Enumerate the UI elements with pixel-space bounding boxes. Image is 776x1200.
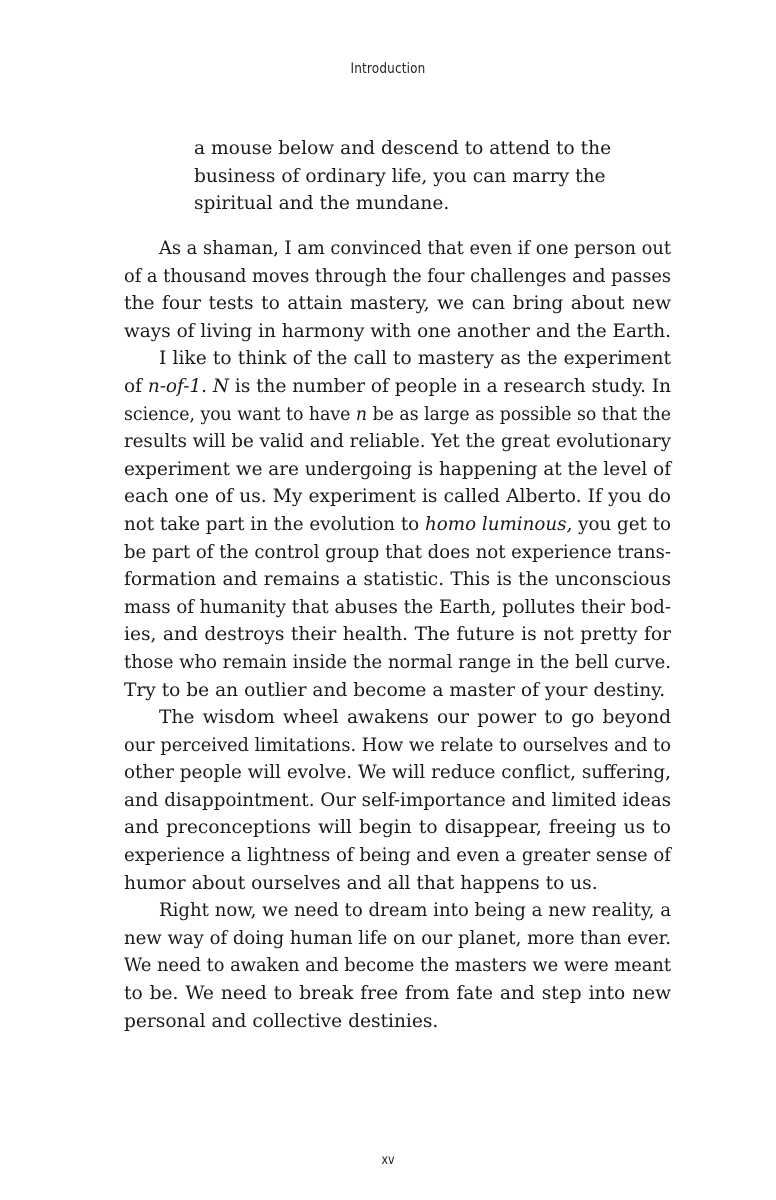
text-line: those who remain inside the normal range in the bell curve. — [124, 651, 671, 673]
quote-line: business of ordinary life, you can marry the — [194, 165, 606, 187]
text-line: I like to think of the call to mastery as the experiment — [159, 348, 671, 370]
italic-term: n — [355, 403, 368, 425]
text-run: not take part in the evolution to — [124, 513, 425, 535]
text-line: As a shaman, I am convinced that even if one person out — [159, 238, 671, 259]
italic-term: homo luminous, — [424, 513, 573, 535]
text-line: of a thousand moves through the four challenges and passes — [124, 265, 671, 287]
text-line: results will be valid and reliable. Yet the great evolutionary — [124, 431, 671, 453]
block-quote — [194, 135, 614, 218]
text-line: mass of humanity that abuses the Earth, pollutes their bod- — [124, 596, 671, 618]
quote-line: a mouse below and descend to attend to the — [194, 138, 612, 159]
text-line: Right now, we need to dream into being a new reality, a — [159, 900, 671, 922]
text-line: ies, and destroys their health. The future is not pretty for — [124, 624, 671, 646]
text-line — [124, 401, 671, 429]
text-line: be part of the control group that does not experience trans- — [124, 541, 671, 563]
text-run: be as large as possible so that the — [367, 403, 671, 425]
text-line: We need to awaken and become the masters we were meant — [124, 955, 671, 977]
paragraph-2 — [124, 345, 671, 704]
text-line: new way of doing human life on our planet, more than ever. — [124, 927, 671, 949]
text-run: of — [124, 375, 148, 397]
text-line: The wisdom wheel awakens our power to go beyond — [159, 707, 671, 729]
running-head: Introduction — [350, 61, 426, 77]
text-line: the four tests to attain mastery, we can bring about new — [124, 293, 671, 315]
text-run: you get to — [572, 513, 671, 535]
text-run: science, you want to have — [124, 403, 356, 425]
body-text — [124, 235, 671, 1035]
quote-line: spiritual and the mundane. — [194, 193, 450, 214]
text-line: to be. We need to break free from fate and step into new — [124, 983, 671, 1005]
text-line: and preconceptions will begin to disappear, freeing us to — [124, 817, 671, 839]
text-line: and disappointment. Our self-importance and limited ideas — [124, 789, 671, 811]
text-line: personal and collective destinies. — [124, 1010, 439, 1032]
text-line: Try to be an outlier and become a master of your destiny. — [124, 679, 666, 701]
page-number: xv — [381, 1153, 395, 1168]
paragraph-1 — [124, 235, 671, 345]
text-line — [124, 373, 671, 401]
text-run: is the number of people in a research study. In — [229, 375, 671, 397]
text-line: experiment we are undergoing is happening at the level of — [124, 458, 671, 480]
text-line — [124, 511, 671, 539]
text-line: our perceived limitations. How we relate to ourselves and to — [124, 734, 671, 756]
text-line: humor about ourselves and all that happens to us. — [124, 872, 598, 894]
paragraph-3 — [124, 704, 671, 897]
paragraph-4 — [124, 897, 671, 1035]
text-line: ways of living in harmony with one another and the Earth. — [124, 320, 671, 342]
italic-term: n-of-1. N — [147, 375, 230, 397]
text-line: formation and remains a statistic. This is the unconscious — [124, 569, 671, 591]
text-line: experience a lightness of being and even a greater sense of — [124, 845, 671, 867]
text-line: each one of us. My experiment is called Alberto. If you do — [124, 486, 671, 508]
text-line: other people will evolve. We will reduce conflict, suffering, — [124, 762, 671, 784]
